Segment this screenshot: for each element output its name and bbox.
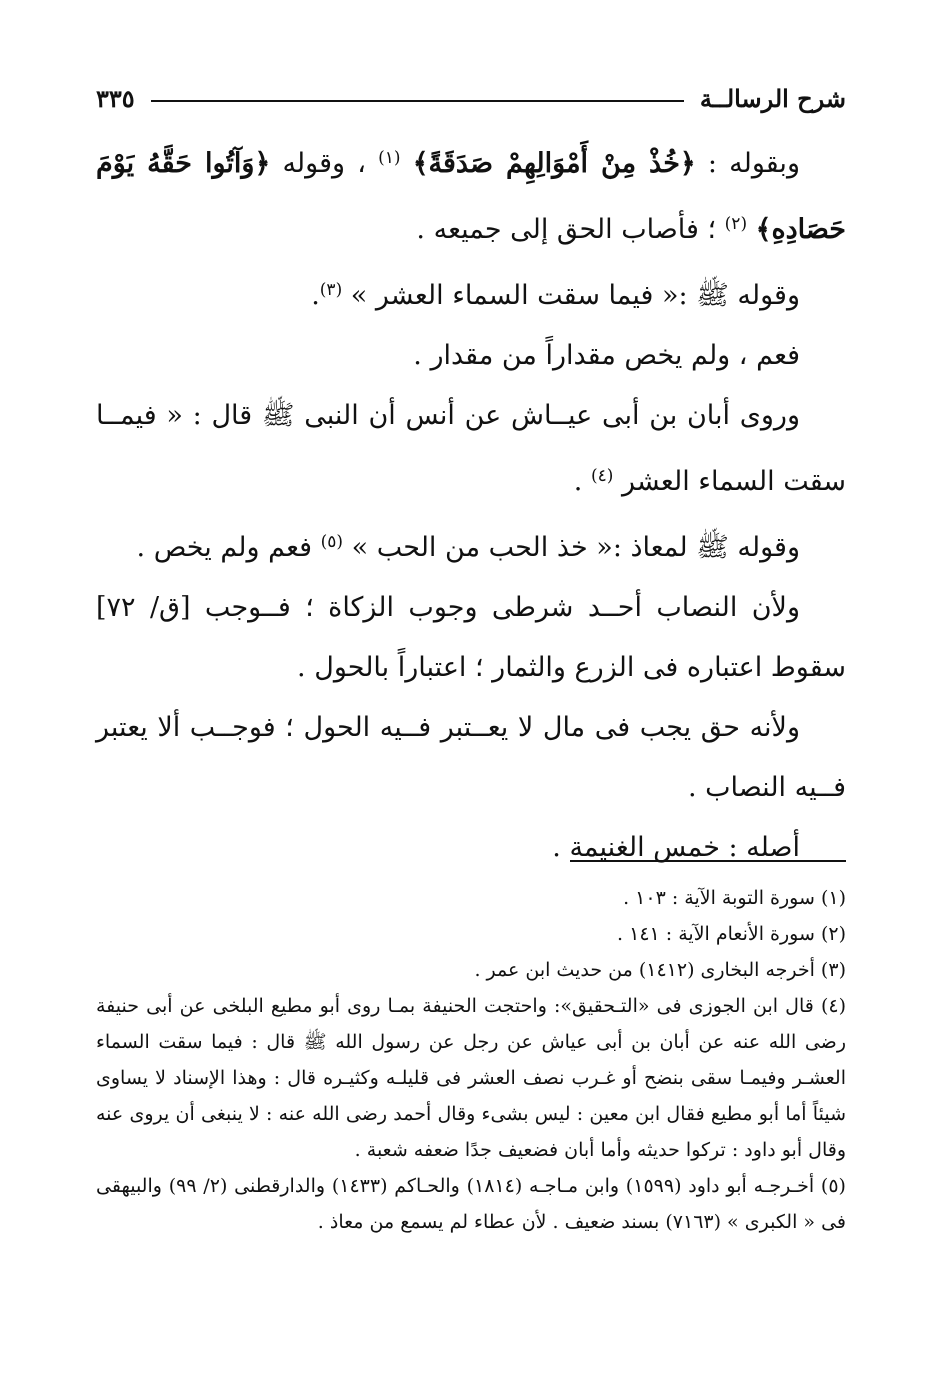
paragraph-text: فعم ولم يخص . xyxy=(136,532,313,563)
page-header xyxy=(96,78,846,118)
quran-verse: ﴿خُذْ مِنْ أَمْوَالِهِمْ صَدَقَةً﴾ xyxy=(412,148,696,179)
paragraph-text: . xyxy=(311,280,320,311)
footnote: (٥) أخـرجـه أبو داود (١٥٩٩) وابن مـاجـه (١٨١٤) والحـاكم (١٤٣٣) والدارقطنى (٢/ ٩٩) والبيهقى فى « الكبرى » (٧١٦٣) بسند ضعيف . لأن عطاء لم يسمع من معاذ . xyxy=(96,1175,846,1233)
paragraph-text: ، وقوله xyxy=(270,148,379,179)
footnote: (٢) سورة الأنعام الآية : ١٤١ . xyxy=(617,923,846,945)
paragraph-text: ؛ فأصاب الحق إلى جميعه . xyxy=(416,214,717,245)
footnote: (١) سورة التوبة الآية : ١٠٣ . xyxy=(623,887,846,909)
paragraph-text: وبقوله : xyxy=(695,148,800,179)
footnote: (٤) قال ابن الجوزى فى «التـحقيق»: واحتجت الحنيفة بمـا روى أبو مطيع البلخى عن أبى حنيفة رضى الله عنه عن أبان بن أبى عياش عن رجل عن رسول الله ﷺ قال : فيما سقت السماء العشـر وفيمـا سقى بنضح أو غـرب نصف العشر فى قليلـه وكثيـره قال : وهذا الإسناد لا يساوى شيئاً أما أبو مطيع فقال ابن معين : ليس بشىء وقال أحمد رضى الله عنه : لا ينبغى أن يروى عنه وقال أبو داود : تركوا حديثه وأما أبان فضعيف جدًا ضعفه شعبة . xyxy=(96,995,846,1161)
paragraph: فعم ، ولم يخص مقداراً من مقدار . xyxy=(413,340,800,371)
running-title: شرح الرسالــة xyxy=(699,83,846,113)
paragraph-text: وروى أبان بن أبى عيــاش عن أنس أن النبى ﷺ قال : « فيمــا سقت السماء العشر xyxy=(96,400,846,497)
footnote-reference: (٣) xyxy=(319,280,343,300)
paragraph xyxy=(96,512,846,578)
paragraph xyxy=(96,260,846,326)
paragraph xyxy=(96,128,846,260)
footnote: (٣) أخرجه البخارى (١٤١٢) من حديث ابن عمر . xyxy=(474,959,846,981)
header-rule xyxy=(151,100,684,102)
paragraph-text: . xyxy=(573,466,583,497)
paragraph-text: وقوله ﷺ :« فيما سقت السماء العشر » xyxy=(350,280,800,311)
paragraph: ولأن النصاب أحــد شرطى وجوب الزكاة ؛ فــوجب [ق/ ٧٢] سقوط اعتباره فى الزرع والثمار ؛ اعتباراً بالحول . xyxy=(96,592,846,683)
footnote-reference: (٥) xyxy=(320,532,344,552)
main-text xyxy=(96,128,846,878)
footnote-reference: (٤) xyxy=(590,466,614,486)
footnote-separator xyxy=(570,860,846,862)
page-number: ٣٣٥ xyxy=(96,83,135,113)
quran-verse: ﴿وَآتُوا حَقَّهُ يَوْمَ حَصَادِهِ﴾ xyxy=(96,148,846,245)
footnote-reference: (١) xyxy=(378,148,401,168)
footnotes xyxy=(96,880,846,1240)
paragraph: ولأنه حق يجب فى مال لا يعــتبر فــيه الحول ؛ فوجــب ألا يعتبر فــيه النصاب . xyxy=(96,712,846,803)
paragraph xyxy=(96,386,846,512)
paragraph-text: وقوله ﷺ لمعاذ :« خذ الحب من الحب » xyxy=(351,532,800,563)
footnote-reference: (٢) xyxy=(724,214,748,234)
paragraph: أصله : خمس الغنيمة . xyxy=(552,832,800,863)
